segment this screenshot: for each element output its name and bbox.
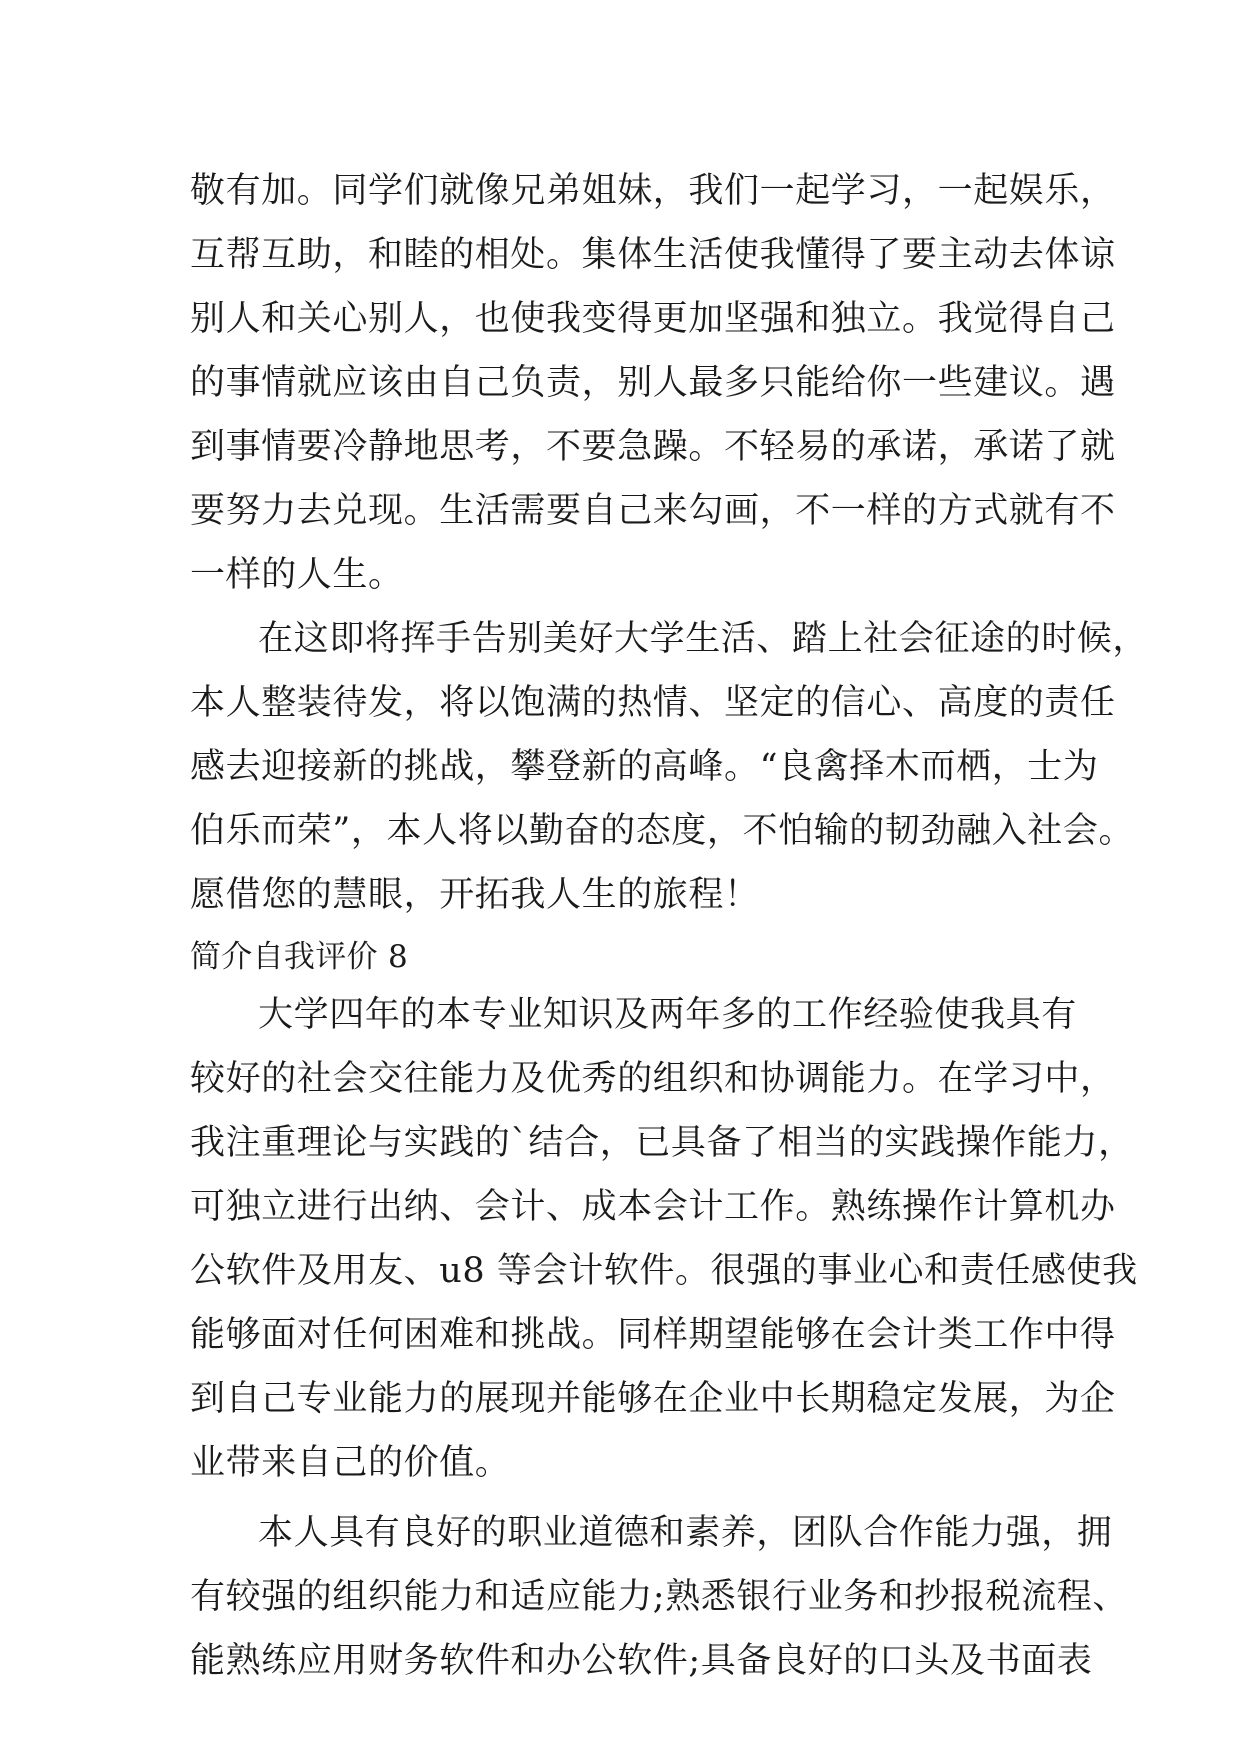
paragraph-3-line-2: 较好的社会交往能力及优秀的组织和协调能力。在学习中， [190,1059,1116,1099]
section-heading: 简介自我评价 8 [190,939,408,975]
paragraph-2-line-2: 本人整装待发，将以饱满的热情、坚定的信心、高度的责任 [190,683,1116,723]
paragraph-1-line-2: 互帮互助，和睦的相处。集体生活使我懂得了要主动去体谅 [190,235,1116,275]
paragraph-3-line-6: 能够面对任何困难和挑战。同样期望能够在会计类工作中得 [190,1315,1116,1355]
paragraph-3-line-1: 大学四年的本专业知识及两年多的工作经验使我具有 [258,995,1077,1035]
paragraph-2-line-1: 在这即将挥手告别美好大学生活、踏上社会征途的时候， [258,619,1149,659]
paragraph-3-line-3: 我注重理论与实践的`结合，已具备了相当的实践操作能力， [190,1123,1134,1163]
paragraph-4-line-1: 本人具有良好的职业道德和素养，团队合作能力强，拥 [258,1513,1113,1553]
paragraph-1-line-7: 一样的人生。 [190,555,404,595]
paragraph-4-line-3: 能熟练应用财务软件和办公软件;具备良好的口头及书面表 [190,1641,1093,1681]
paragraph-3-line-4: 可独立进行出纳、会计、成本会计工作。熟练操作计算机办 [190,1187,1116,1227]
paragraph-2-line-3: 感去迎接新的挑战，攀登新的高峰。“良禽择木而栖，士为 [190,747,1099,787]
paragraph-3-line-8: 业带来自己的价值。 [190,1443,511,1483]
paragraph-3-line-7: 到自己专业能力的展现并能够在企业中长期稳定发展，为企 [190,1379,1116,1419]
paragraph-3-line-5: 公软件及用友、u8 等会计软件。很强的事业心和责任感使我 [190,1251,1138,1291]
paragraph-2-line-5: 愿借您的慧眼，开拓我人生的旅程！ [190,875,760,915]
paragraph-1-line-3: 别人和关心别人，也使我变得更加坚强和独立。我觉得自己 [190,299,1116,339]
paragraph-4-line-2: 有较强的组织能力和适应能力;熟悉银行业务和抄报税流程、 [190,1577,1128,1617]
paragraph-1-line-6: 要努力去兑现。生活需要自己来勾画，不一样的方式就有不 [190,491,1116,531]
paragraph-1-line-1: 敬有加。同学们就像兄弟姐妹，我们一起学习，一起娱乐， [190,171,1116,211]
paragraph-1-line-4: 的事情就应该由自己负责，别人最多只能给你一些建议。遇 [190,363,1116,403]
paragraph-1-line-5: 到事情要冷静地思考，不要急躁。不轻易的承诺，承诺了就 [190,427,1116,467]
paragraph-2-line-4: 伯乐而荣”，本人将以勤奋的态度，不怕输的韧劲融入社会。 [190,811,1135,851]
